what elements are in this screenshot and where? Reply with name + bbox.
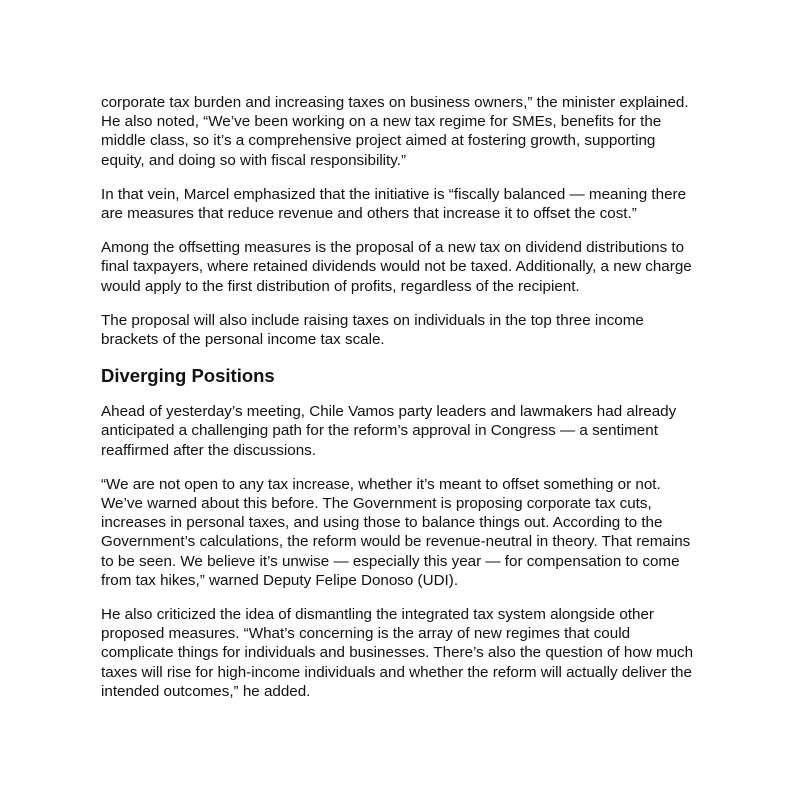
article-paragraph: Among the offsetting measures is the proposal of a new tax on dividend distributions to final taxpayers, where retained dividends would not be taxed. Additionally, a new charge would apply to the first distribution of profits, regardless of the recipient. [101, 239, 692, 295]
article-paragraph: The proposal will also include raising taxes on individuals in the top three income brackets of the personal income tax scale. [101, 311, 644, 349]
article-paragraph: corporate tax burden and increasing taxes on business owners,” the minister explained. He also noted, “We’ve been working on a new tax regime for SMEs, benefits for the middle class, so it’s a comprehensive project aimed at fostering growth, supporting equity, and doing so with fiscal responsibility.” [101, 94, 689, 169]
article-paragraph: He also criticized the idea of dismantling the integrated tax system alongside other proposed measures. “What’s concerning is the array of new regimes that could complicate things for individuals and businesses. There’s also the question of how much taxes will rise for high-income individuals and whether the reform will actually deliver the intended outcomes,” he added. [101, 606, 694, 700]
article-paragraph: In that vein, Marcel emphasized that the initiative is “fiscally balanced — meaning there are measures that reduce revenue and others that increase it to offset the cost.” [101, 185, 687, 223]
article-paragraph: “We are not open to any tax increase, whether it’s meant to offset something or not. We’ve warned about this before. The Government is proposing corporate tax cuts, increases in personal taxes, and using those to balance things out. According to the Government’s calculations, the reform would be revenue-neutral in theory. That remains to be seen. We believe it’s unwise — especially this year — for compensation to come from tax hikes,” warned Deputy Felipe Donoso (UDI). [101, 475, 691, 589]
section-heading: Diverging Positions [101, 365, 275, 387]
article-body [101, 93, 703, 716]
article-paragraph: Ahead of yesterday’s meeting, Chile Vamos party leaders and lawmakers had already anticipated a challenging path for the reform’s approval in Congress — a sentiment reaffirmed after the discussions. [101, 403, 677, 459]
